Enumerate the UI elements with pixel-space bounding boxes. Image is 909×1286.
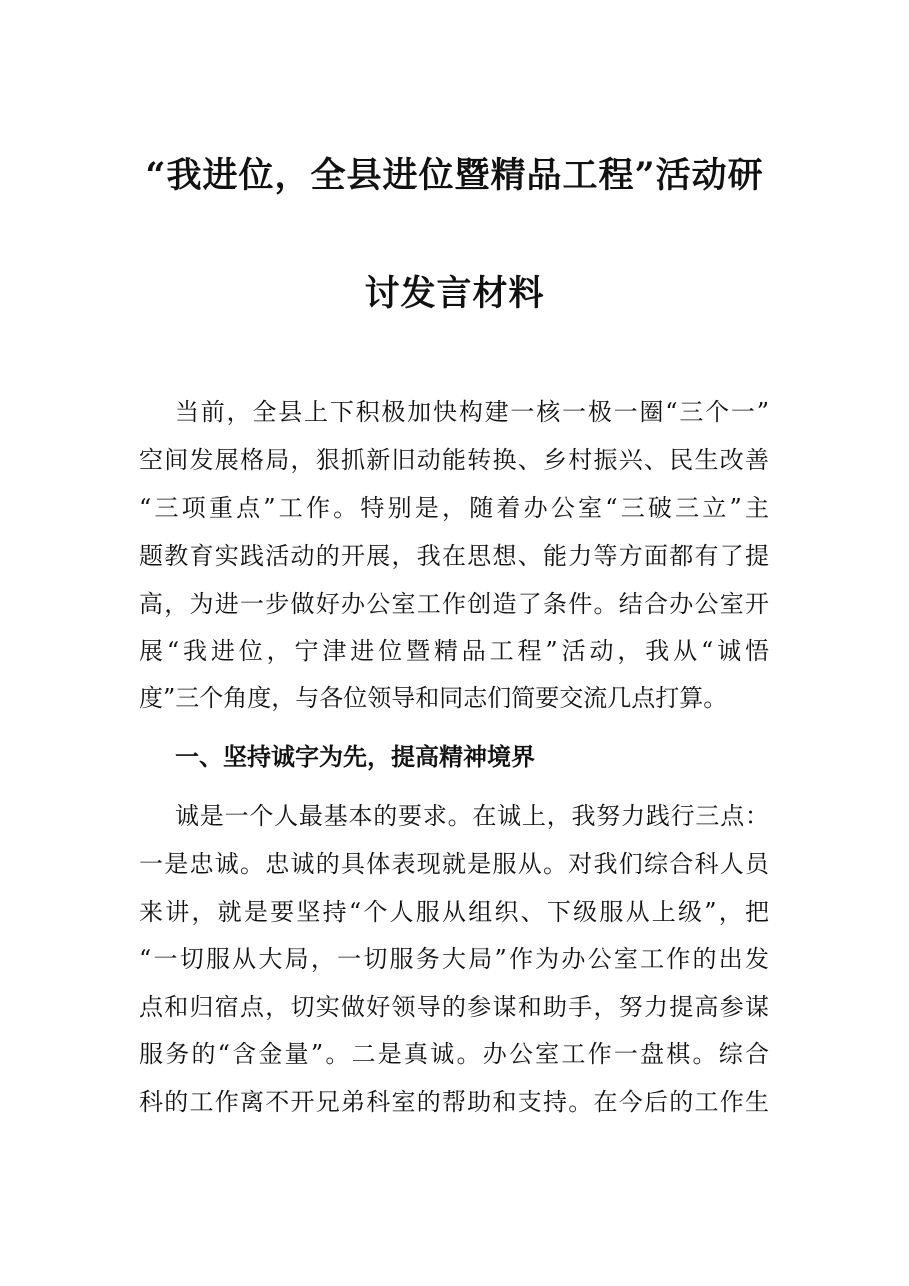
paragraph-1-line: 高，为进一步做好办公室工作创造了条件。结合办公室开 [139, 590, 769, 618]
paragraph-1-line: 展“我进位，宁津进位暨精品工程”活动，我从“诚悟 [139, 637, 769, 665]
paragraph-1-line: 题教育实践活动的开展，我在思想、能力等方面都有了提 [139, 542, 769, 570]
document-title-line-2: 讨发言材料 [364, 273, 545, 314]
paragraph-1-line: “三项重点”工作。特别是，随着办公室“三破三立”主 [139, 494, 769, 522]
paragraph-2-line: 科的工作离不开兄弟科室的帮助和支持。在今后的工作生 [139, 1088, 769, 1116]
paragraph-2-line: 一是忠诚。忠诚的具体表现就是服从。对我们综合科人员 [139, 850, 769, 878]
paragraph-2-line: 点和归宿点，切实做好领导的参谋和助手，努力提高参谋 [139, 993, 769, 1021]
paragraph-2-line: 服务的“含金量”。二是真诚。办公室工作一盘棋。综合 [139, 1040, 769, 1068]
paragraph-1-line: 度”三个角度，与各位领导和同志们简要交流几点打算。 [139, 684, 728, 712]
document-title-line-1: “我进位，全县进位暨精品工程”活动研 [145, 155, 764, 196]
paragraph-1-line: 当前，全县上下积极加快构建一核一极一圈“三个一” [175, 398, 769, 426]
paragraph-2-line: 诚是一个人最基本的要求。在诚上，我努力践行三点： [175, 802, 769, 830]
paragraph-2-line: 来讲，就是要坚持“个人服从组织、下级服从上级”，把 [139, 898, 769, 926]
paragraph-1-line: 空间发展格局，狠抓新旧动能转换、乡村振兴、民生改善 [139, 446, 769, 474]
section-1-heading: 一、坚持诚字为先，提高精神境界 [175, 742, 535, 771]
paragraph-2-line: “一切服从大局，一切服务大局”作为办公室工作的出发 [139, 945, 769, 973]
